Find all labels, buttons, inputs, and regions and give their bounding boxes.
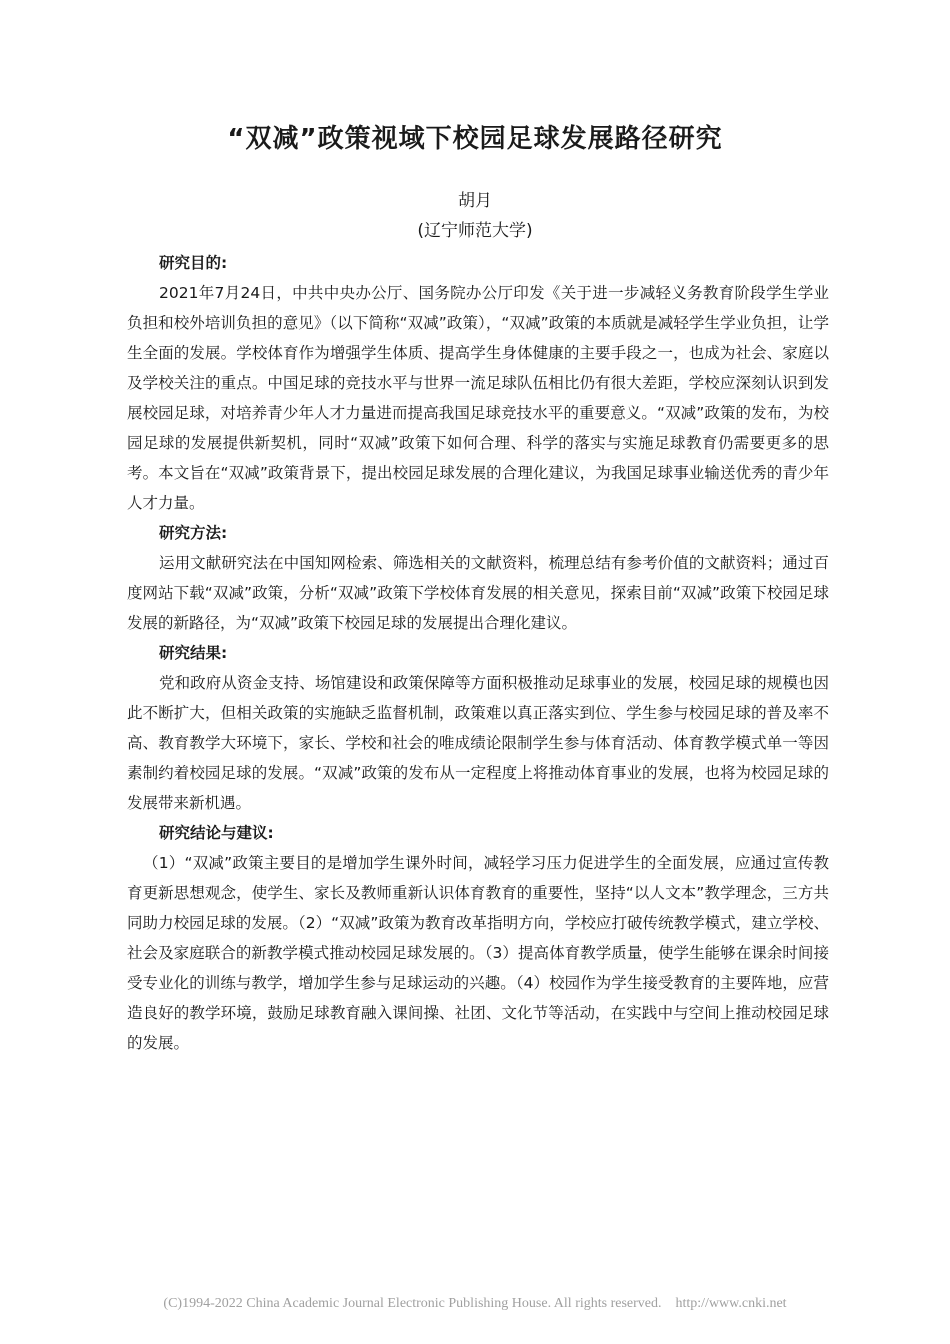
abstract-body — [127, 248, 829, 1058]
section-conclusion — [127, 818, 829, 1058]
section-paragraph: 运用文献研究法在中国知网检索、筛选相关的文献资料，梳理总结有参考价值的文献资料；通过百度网站下载“双减”政策，分析“双减”政策下学校体育发展的相关意见，探索目前“双减”政策下校园足球发展的新路径，为“双减”政策下校园足球的发展提出合理化建议。 — [127, 554, 829, 632]
section-heading: 研究方法: — [159, 524, 228, 542]
section-heading: 研究结果: — [159, 644, 228, 662]
section-heading: 研究目的: — [159, 254, 228, 272]
section-heading: 研究结论与建议: — [159, 824, 274, 842]
copyright-footer: (C)1994-2022 China Academic Journal Electronic Publishing House. All rights reserved. http://www.cnki.net — [163, 1296, 787, 1311]
section-method — [127, 518, 829, 638]
section-paragraph: 2021年7月24日，中共中央办公厅、国务院办公厅印发《关于进一步减轻义务教育阶段学生学业负担和校外培训负担的意见》（以下简称“双减”政策），“双减”政策的本质就是减轻学生学业负担，让学生全面的发展。学校体育作为增强学生体质、提高学生身体健康的主要手段之一，也成为社会、家庭以及学校关注的重点。中国足球的竞技水平与世界一流足球队伍相比仍有很大差距，学校应深刻认识到发展校园足球，对培养青少年人才力量进而提高我国足球竞技水平的重要意义。“双减”政策的发布，为校园足球的发展提供新契机，同时“双减”政策下如何合理、科学的落实与实施足球教育仍需要更多的思考。本文旨在“双减”政策背景下，提出校园足球发展的合理化建议，为我国足球事业输送优秀的青少年人才力量。 — [127, 284, 829, 512]
section-results — [127, 638, 829, 818]
section-paragraph: 党和政府从资金支持、场馆建设和政策保障等方面积极推动足球事业的发展，校园足球的规模也因此不断扩大，但相关政策的实施缺乏监督机制，政策难以真正落实到位、学生参与校园足球的普及率不高、教育教学大环境下，家长、学校和社会的唯成绩论限制学生参与体育活动、体育教学模式单一等因素制约着校园足球的发展。“双减”政策的发布从一定程度上将推动体育事业的发展，也将为校园足球的发展带来新机遇。 — [127, 674, 829, 812]
section-paragraph: （1）“双减”政策主要目的是增加学生课外时间，减轻学习压力促进学生的全面发展，应通过宣传教育更新思想观念，使学生、家长及教师重新认识体育教育的重要性，坚持“以人文本”教学理念，三方共同助力校园足球的发展。（2）“双减”政策为教育改革指明方向，学校应打破传统教学模式，建立学校、社会及家庭联合的新教学模式推动校园足球发展的。（3）提高体育教学质量，使学生能够在课余时间接受专业化的训练与教学，增加学生参与足球运动的兴趣。（4）校园作为学生接受教育的主要阵地，应营造良好的教学环境，鼓励足球教育融入课间操、社团、文化节等活动，在实践中与空间上推动校园足球的发展。 — [127, 854, 829, 1052]
section-purpose — [127, 248, 829, 518]
paper-title: “双减”政策视域下校园足球发展路径研究 — [227, 124, 723, 154]
author-name: 胡月 — [458, 191, 492, 211]
author-affiliation: (辽宁师范大学) — [417, 221, 533, 241]
